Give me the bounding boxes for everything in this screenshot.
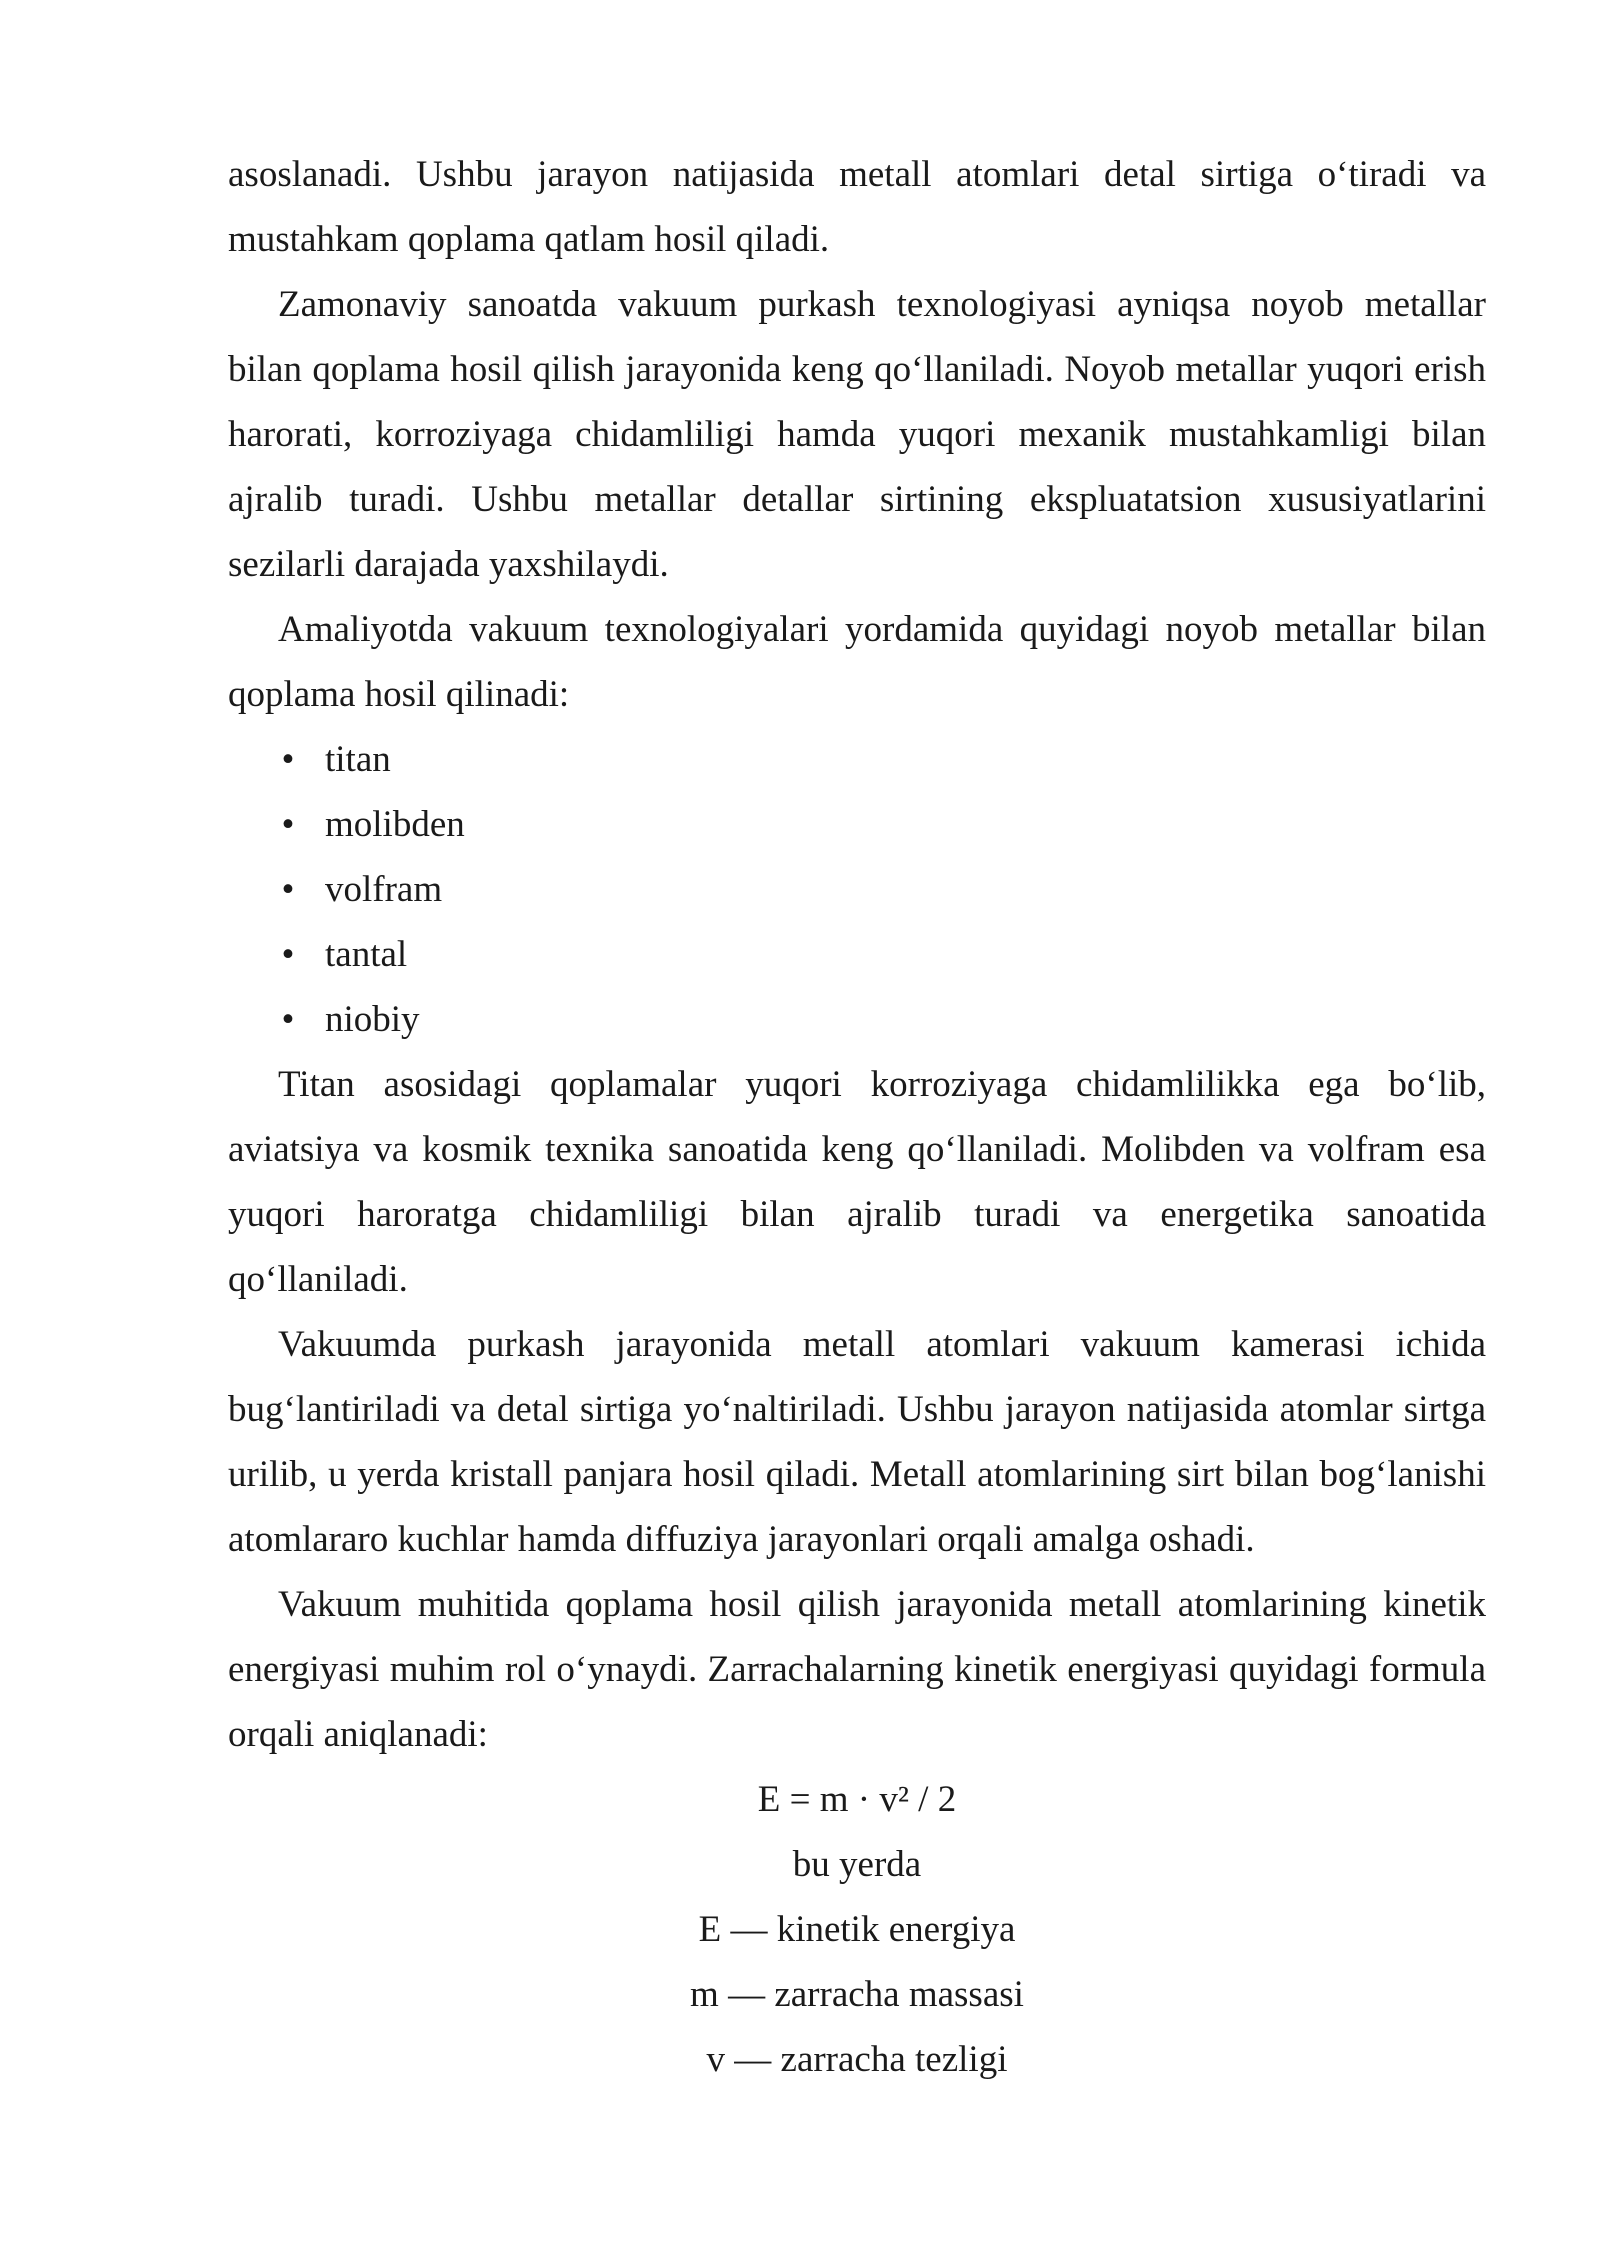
paragraph-kinetic-energy: Vakuum muhitida qoplama hosil qilish jarayonida metall atomlarining kinetik energiyasi muhim rol o‘ynaydi. Zarrachalarning kinetik energiyasi quyidagi formula orqali aniqlanadi:	[228, 1584, 1486, 1755]
bullet-icon: •	[281, 999, 295, 1040]
list-item-label: volfram	[325, 869, 443, 910]
formula-definition-velocity: v — zarracha tezligi	[706, 2039, 1008, 2080]
list-item	[228, 727, 1486, 792]
list-item	[228, 792, 1486, 857]
formula-where-label: bu yerda	[792, 1844, 922, 1885]
paragraph-vacuum-spraying: Zamonaviy sanoatda vakuum purkash texnologiyasi ayniqsa noyob metallar bilan qoplama hosil qilish jarayonida keng qo‘llaniladi. Noyob metallar yuqori erish harorati, korroziyaga chidamliligi hamda yuqori mexanik mustahkamligi bilan ajralib turadi. Ushbu metallar detallar sirtining ekspluatatsion xususiyatlarini sezilarli darajada yaxshilaydi.	[228, 284, 1486, 585]
bullet-icon: •	[281, 934, 295, 975]
list-item	[228, 987, 1486, 1052]
list-item-label: molibden	[325, 804, 465, 845]
paragraph-rare-metals-intro: Amaliyotda vakuum texnologiyalari yordamida quyidagi noyob metallar bilan qoplama hosil qilinadi:	[228, 609, 1486, 715]
formula-definition-energy: E — kinetik energiya	[698, 1909, 1016, 1950]
list-item-label: titan	[325, 739, 391, 780]
paragraph-titan-coatings: Titan asosidagi qoplamalar yuqori korroziyaga chidamlilikka ega bo‘lib, aviatsiya va kosmik texnika sanoatida keng qo‘llaniladi. Molibden va volfram esa yuqori haroratga chidamliligi bilan ajralib turadi va energetika sanoatida qo‘llaniladi.	[228, 1064, 1486, 1300]
list-item-label: tantal	[325, 934, 408, 975]
bullet-icon: •	[281, 739, 295, 780]
document-page	[228, 142, 1486, 2092]
formula-definition-mass: m — zarracha massasi	[690, 1974, 1024, 2015]
list-item	[228, 857, 1486, 922]
formula-expression: E = m · v² / 2	[757, 1779, 957, 1820]
rare-metals-list	[228, 727, 1486, 1052]
bullet-icon: •	[281, 869, 295, 910]
list-item-label: niobiy	[325, 999, 420, 1040]
paragraph-continuation: asoslanadi. Ushbu jarayon natijasida metall atomlari detal sirtiga o‘tiradi va mustahkam qoplama qatlam hosil qiladi.	[228, 154, 1486, 260]
bullet-icon: •	[281, 804, 295, 845]
list-item	[228, 922, 1486, 987]
paragraph-vacuum-deposition: Vakuumda purkash jarayonida metall atomlari vakuum kamerasi ichida bug‘lantiriladi va detal sirtiga yo‘naltiriladi. Ushbu jarayon natijasida atomlar sirtga urilib, u yerda kristall panjara hosil qiladi. Metall atomlarining sirt bilan bog‘lanishi atomlararo kuchlar hamda diffuziya jarayonlari orqali amalga oshadi.	[228, 1324, 1486, 1560]
